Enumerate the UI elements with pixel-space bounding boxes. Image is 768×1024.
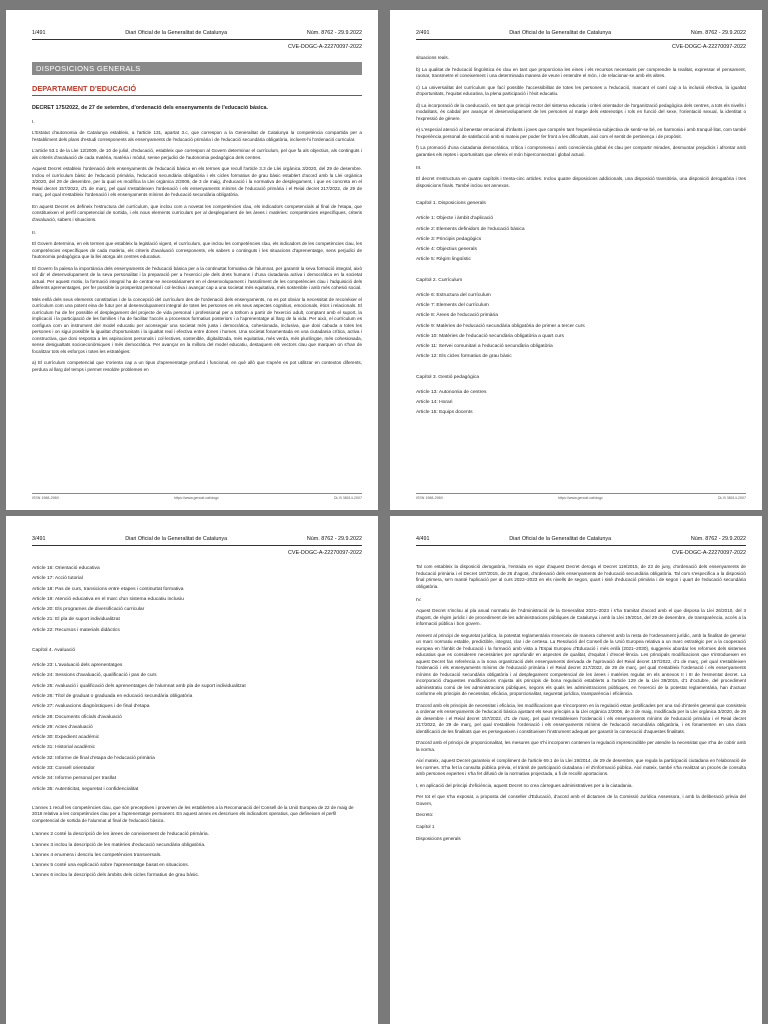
- article-item: Article 18: Pas de curs, transicions entre etapes i continuïtat formativa: [32, 586, 184, 592]
- cve-code: CVE-DOGC-A-22270097-2022: [671, 44, 746, 50]
- paragraph: L'Estatut d'autonomia de Catalunya estableix, a l'article 131, apartat 3.c, que correspon a la Generalitat de Catalunya la competència compartida per a l'establiment dels plans d'estudi corresponents als ensenyaments de l'educació primària i de l'educació secundària obligatòria, incloent-hi l'ordenació curricular.: [32, 130, 362, 142]
- annex-list: [32, 830, 362, 881]
- annex-item: L'annex 5 conté una explicació sobre l'aprenentatge basat en situacions.: [32, 863, 190, 869]
- paragraph: a) El currículum competencial que s'orienta cap a un tipus d'aprenentatge profund i funcional, en què allò que s'aprèn es pot utilitzar en contextos diferents, perdura al llarg del temps i permet resoldre problemes en: [32, 360, 362, 372]
- article-item: Article 33: Consell orientador: [32, 766, 95, 772]
- paragraph: Aquest Decret s'inclou al pla anual normatiu de l'Administració de la Generalitat 2021–2023 i s'ha tramitat d'acord amb el que disposa la Llei 26/2010, del 3 d'agost, de règim jurídic i de procediment de les administracions públiques de Catalunya i amb la Llei 19/2014, del 29 de desembre, de transparència, accés a la informació pública i bon govern.: [416, 608, 746, 627]
- section-number: II.: [32, 231, 37, 237]
- article-item: Article 27: Avaluacions diagnòstiques i de final d'etapa: [32, 704, 150, 710]
- paragraph: Aquest Decret estableix l'ordenació dels ensenyaments de l'educació bàsica en els termes que recull l'article 3.3 de Llei orgànica 3/2020, del 29 de desembre. Inclou el currículum bàsic de l'educació primària, l'educació secundària obligatòria i els cicles formatius de grau bàsic establert d'acord amb la Llei orgànica 3/2020, del 29 de desembre, per la qual es modifica la Llei orgànica 2/2006, de 3 de maig, d'educació i la normativa de desplegament, i que es concreta en el Reial decret 157/2022, d'1 de març, pel qual s'estableixen l'ordenació i els ensenyaments mínims de l'educació primària i el Reial decret 217/2022, de 29 de març, pel qual s'estableix l'ordenació i els ensenyaments mínims de l'educació secundària obligatòria.: [32, 166, 362, 198]
- annex-intro: L'annex 1 recull les competències clau, que són preceptives i provenen de les establertes a la Recomanació del Consell de la Unió Europea de 22 de maig de 2018 relativa a les competències clau per a l'aprenentatge permanent. En aquest annex es descriuen els indicadors operatius, que defineixen el perfil competencial de sortida de l'alumnat al final de l'educació bàsica.: [32, 804, 354, 823]
- paragraph: Disposicions generals: [416, 835, 461, 841]
- article-item: Article 8: Àrees de l'educació primària: [416, 313, 498, 319]
- article-list: [416, 291, 746, 363]
- annex-item: L'annex 2 conté la descripció de les àrees de coneixement de l'educació primària.: [32, 832, 209, 838]
- paragraph: Atenent al principi de seguretat jurídica, la potestat reglamentària s'exerceix de manera coherent amb la resta de l'ordenament jurídic, amb la finalitat de generar un marc normatiu estable, predictible, integrat, clar i de certesa. La Resolució del Consell de la Unió Europea relativa a un marc estratègic per a la cooperació europea en l'àmbit de l'educació i la formació amb vista a l'Espai Europeu d'Educació i més enllà (2021–2030), suggereix abordar les reformes dels sistemes educatius que es consideren necessàries per aprofundir en aspectes de qualitat, d'equitat i d'excel·lència. Les principals modificacions que s'introdueixen en aquest Decret fan referència a la nova organització dels ensenyaments derivada de l'aprovació del Reial decret 157/2022, d'1 de març, pel qual s'estableixen l'ordenació i els ensenyaments mínims de l'educació primària i el Reial decret 217/2022, de 29 de març, pel qual s'estableix l'ordenació i els ensenyaments mínims de l'educació secundària obligatòria i al desplegament competencial de les àrees i matèries regulat en els annexos II i III de l'esmentat decret. La incorporació d'aquestes modificacions s'ajusta als principis de bona regulació establerts a l'article 129 de la Llei 39/2015, d'1 d'octubre, del procediment administratiu comú de les administracions públiques, segons els quals les administracions públiques, en l'exercici de la potestat reglamentària, han d'actuar conforme els principis de necessitat, eficàcia, proporcionalitat, seguretat jurídica, transparència i eficiència.: [416, 632, 746, 697]
- page-header: [32, 536, 362, 546]
- chapter-heading: Capítol 1. Disposicions generals: [416, 201, 486, 207]
- article-item: Article 6: Estructura del currículum: [416, 292, 491, 298]
- department-heading: DEPARTAMENT D'EDUCACIÓ: [32, 84, 362, 96]
- article-item: Article 20: Els programes de diversificació curricular: [32, 607, 145, 613]
- chapter-heading: Capítol 4. Avaluació: [32, 648, 76, 654]
- annex-item: L'annex 3 inclou la descripció de les matèries d'educació secundària obligatòria.: [32, 842, 206, 848]
- article-item: Article 14: Horari: [416, 400, 453, 406]
- article-item: Article 2: Elements definidors de l'educació bàsica: [416, 226, 525, 232]
- article-item: Article 22: Recursos i materials didàctics: [32, 627, 120, 633]
- article-item: Article 15: Equips docents: [416, 410, 473, 416]
- paragraph: I, en aplicació del principi d'eficiència, aquest Decret no crea càrregues administratives per a la ciutadania.: [416, 782, 633, 788]
- page-number: 1/491: [32, 30, 46, 36]
- article-item: Article 9: Matèries de l'educació secundària obligatòria de primer a tercer curs: [416, 323, 585, 329]
- article-item: Article 13: Autonomia de centres: [416, 389, 487, 395]
- paragraph: Per tot el que s'ha exposat, a proposta del conseller d'Educació, d'acord amb el dictamen de la Comissió Jurídica Assessora, i amb la deliberació prèvia del Govern,: [416, 794, 746, 806]
- article-item: Article 32: Informe de final d'etapa de l'educació primària: [32, 755, 155, 761]
- paragraph: Més enllà dels seus elements constitutius i de la concepció del currículum des de l'ordenació dels ensenyaments, no es pot obviar la necessitat de reconèixer el currículum com una potent eina de futur per al desenvolupament integral de totes les persones en els seus aspectes cognitius, emocionals, ètics i relacionals. El currículum ha de fer possible el desplegament del projecte de vida personal i professional per a tothom a partir de l'exercici adult, comptant amb el suport, la implicació i la participació de les famílies i ha de facilitar l'accés a processos formatius posteriors i a l'aprenentatge al llarg de la vida. Per això, el currículum es configura com un instrument del model educatiu per aconseguir una societat més justa i democràtica, cohesionada, inclusiva, que doni cabuda a totes les persones i on sigui possible la igualtat d'oportunitats i la igualtat real i efectiva entre dones i homes. Una societat fonamentada en una ciutadania crítica, activa i constructiva, que doni resposta a les aspiracions personals i col·lectives, sostenible, digitalitzada, més equitativa, més verda, més plurilingüe, més cohesionada, sense desigualtats socioeconòmiques i més democràtica. Per avançar en la millora del model educatiu, destaquem els vectors clau que marquen on s'han de focalitzar tots els esforços i totes les estratègies:: [32, 296, 362, 354]
- journal-title: Diari Oficial de la Generalitat de Catalunya: [125, 536, 228, 542]
- paragraph: Així mateix, aquest Decret garanteix el compliment de l'article 69.1 de la Llei 19/2014, de 29 de desembre, que regula la participació ciutadana en l'elaboració de les normes. S'ha fet la consulta pública prèvia, el tràmit de participació ciutadana i el d'informació pública. Així mateix, també s'ha realitzat un procés de consulta amb persones expertes i s'ha fet difusió de la normativa projectada, a fi de recollir aportacions.: [416, 758, 746, 777]
- journal-title: Diari Oficial de la Generalitat de Catalunya: [509, 536, 612, 542]
- article-item: Article 31: Historial acadèmic: [32, 745, 96, 751]
- section-number: III.: [416, 166, 422, 172]
- paragraph: d) La incorporació de la coeducació, en tant que principi rector del sistema educatiu i criteri orientador de l'organització pedagògica dels centres, a tots els nivells i modalitats, és cabdal per avançar el desenvolupament de les persones al marge dels estereotips i rols en funció del sexe, l'orientació sexual, la identitat o l'expressió de gènere.: [416, 102, 746, 121]
- article-list: [32, 564, 362, 636]
- article-item: Article 7: Elements del currículum: [416, 303, 489, 308]
- section-band: DISPOSICIONS GENERALS: [32, 62, 362, 75]
- issue-number: Núm. 8762 - 29.9.2022: [306, 536, 362, 542]
- paragraph: L'article 53.1 de la Llei 12/2009, de 10 de juliol, d'educació, estableix que correspon al Govern determinar el currículum, pel que fa als objectius, als continguts i als criteris d'avaluació de cada matèria, matèria i mòdul, sense perjudici de l'autonomia pedagògica dels centres.: [32, 148, 362, 160]
- paragraph: El Govern determina, en els termes que estableix la legislació vigent, el currículum, que inclou les competències clau, els indicadors de les competències clau, les competències específiques de cada matèria, els criteris d'avaluació corresponents, els sabers o continguts i les situacions d'aprenentatge, sens perjudici de l'autonomia pedagògica que la llei atorga als centres educatius.: [32, 241, 362, 260]
- paragraph: Tal com estableix la disposició derogatòria, l'entrada en vigor d'aquest Decret deroga el Decret 119/2015, de 23 de juny, d'ordenació dels ensenyaments de l'educació primària i el Decret 187/2015, de 25 d'agost, d'ordenació dels ensenyaments de l'educació secundària obligatòria. Tal com s'especifica a la disposició final primera, se'n manté l'aplicació per al curs 2022–2023 en els nivells de segon, quart i sisè d'educació primària i de segon i quart de l'educació secundària obligatòria.: [416, 564, 746, 589]
- page-body: [416, 55, 746, 189]
- journal-title: Diari Oficial de la Generalitat de Catalunya: [125, 30, 228, 36]
- article-item: Article 26: Títol de graduat o graduada en educació secundària obligatòria: [32, 693, 193, 699]
- article-item: Article 3: Principis pedagògics: [416, 236, 482, 242]
- journal-title: Diari Oficial de la Generalitat de Catalunya: [509, 30, 612, 36]
- paragraph: D'acord amb els principis de necessitat i eficàcia, les modificacions que s'incorporen en la regulació estan justificades per una raó d'interès general que consisteix a ordenar els ensenyaments de l'educació bàsica ajustant els seus principis a la Llei orgànica 2/2006, de 3 de maig, modificada per la Llei orgànica 3/2020, de 29 de desembre i el Reial decret 157/2022, d'1 de març, pel qual s'estableixen l'ordenació i els ensenyaments mínims de l'educació primària i el Reial decret 217/2022, de 29 de març, pel qual s'estableix l'ordenació i els ensenyaments mínims de l'educació secundària obligatòria, i es fonamenten en una clara identificació de les finalitats que es persegueixen i constitueixen l'instrument adequat per garantir la consecució d'aquestes finalitats.: [416, 702, 746, 734]
- article-item: Article 11: Servei comunitari a l'educació secundària obligatòria: [416, 344, 553, 350]
- page-body: [32, 120, 362, 373]
- issue-number: Núm. 8762 - 29.9.2022: [690, 536, 746, 542]
- article-item: Article 12: Els cicles formatius de grau bàsic: [416, 354, 512, 360]
- page-header: [32, 30, 362, 40]
- article-item: Article 17: Acció tutorial: [32, 576, 83, 582]
- paragraph: D'acord amb el principi de proporcionalitat, les mesures que s'hi incorporen contenen la regulació imprescindible per atendre la necessitat que s'ha de cobrir amb la norma.: [416, 740, 746, 752]
- annex-item: L'annex 4 enumera i descriu les competències transversals.: [32, 852, 162, 858]
- paragraph: El Govern fa palesa la importància dels ensenyaments de l'educació bàsica per a la continuïtat formativa de l'alumnat, per garantir la seva formació integral, això vol dir el desenvolupament de la seva personalitat i la preparació per a l'exercici ple dels drets humans i d'una ciutadania activa i democràtica en la societat actual. Per aquest motiu, la formació integral ha de centrar-se necessàriament en el desenvolupament i l'assoliment de les competències clau i l'adquisició dels diferents aprenentatges, per fer possible la prosperitat personal i col·lectiva i avançar cap a una societat més equitativa, més sostenible i amb més cohesió social.: [32, 265, 362, 291]
- footer-issn: ISSN 1988-298X: [32, 496, 59, 500]
- page-body: [416, 564, 746, 842]
- article-item: Article 16: Orientació educativa: [32, 566, 100, 571]
- page-footer: [32, 493, 362, 500]
- paragraph: situacions reals.: [416, 55, 449, 60]
- article-item: Article 30: Expedient acadèmic: [32, 735, 100, 741]
- article-item: Article 19: Atenció educativa en el marc d'un sistema educatiu inclusiu: [32, 596, 184, 602]
- annex-item: L'annex 6 inclou la descripció dels àmbits dels cicles formatius de grau bàsic.: [32, 873, 200, 879]
- page-header: [416, 30, 746, 40]
- paragraph: En aquest Decret es defineix l'estructura del currículum, que inclou com a novetat les competències clau, els indicadors competencials al final de l'etapa, que constitueixen el perfil competencial de sortida, i els nous elements curriculars per al desplegament de les àrees i matèries: competències específiques, criteris d'avaluació, sabers i situacions.: [32, 203, 362, 222]
- page-footer: [416, 493, 746, 500]
- article-item: Article 24: Sessions d'avaluació, qualificació i pas de curs: [32, 673, 157, 679]
- paragraph: e) L'especial atenció al benestar emocional d'infants i joves que comprèn tant l'experiència subjectiva de sentir-se bé, en harmonia i amb tranquil·litat, com també l'experiència personal de satisfacció amb si mateix per poder fer front a les dificultats, així com el sentit de pertinença i de propòsit.: [416, 127, 746, 139]
- chapter-heading: Capítol 3. Gestió pedagògica: [416, 374, 480, 380]
- article-item: Article 35: Autenticitat, seguretat i confidencialitat: [32, 786, 139, 792]
- footer-dl: DL B 38014-2007: [333, 496, 362, 500]
- page-number: 3/491: [32, 536, 46, 542]
- article-item: Article 23: L'avaluació dels aprenentatges: [32, 663, 123, 669]
- article-item: Article 1: Objecte i àmbit d'aplicació: [416, 216, 494, 222]
- page-number: 2/491: [416, 30, 430, 36]
- cve-code: CVE-DOGC-A-22270097-2022: [287, 44, 362, 50]
- paragraph: c) La universalitat del currículum que fací possible l'accessibilitat de totes les persones a l'educació, marcant el camí cap a la inclusió efectiva, la igualtat d'oportunitats, l'equitat educativa, la plena participació i l'èxit educatiu.: [416, 84, 746, 97]
- chapter-heading: Capítol 2. Currículum: [416, 277, 463, 283]
- document-page-3: [6, 516, 378, 1024]
- article-item: Article 21: El pla de suport individualitzat: [32, 617, 120, 623]
- page-number: 4/491: [416, 536, 430, 542]
- page-header: [416, 536, 746, 546]
- article-item: Article 4: Objectius generals: [416, 247, 477, 253]
- article-item: Article 28: Documents oficials d'avaluació: [32, 714, 122, 720]
- article-item: Article 10: Matèries de l'educació secundària obligatòria a quart curs: [416, 333, 565, 339]
- document-page-2: [390, 10, 762, 510]
- article-list: [416, 388, 746, 419]
- article-item: Article 34: Informe personal per trasllat: [32, 776, 116, 782]
- document-page-1: [6, 10, 378, 510]
- cve-code: CVE-DOGC-A-22270097-2022: [287, 550, 362, 556]
- paragraph: Capítol 1: [416, 823, 435, 829]
- footer-dl: DL B 38014-2007: [717, 496, 746, 500]
- paragraph: f) La promoció d'una ciutadania democràtica, crítica i compromesa i amb consciència global és clau per compartir mirades, desmuntar prejudicis i afrontar amb garanties els reptes i oportunitats que ofereix el món hiperconnectat i global actual.: [416, 145, 746, 157]
- decree-title: DECRET 175/2022, de 27 de setembre, d'ordenació dels ensenyaments de l'educació bàsica.: [32, 105, 268, 111]
- article-list: [416, 214, 746, 265]
- paragraph: El decret s'estructura en quatre capítols i trenta-cinc articles. Inclou quatre disposicions addicionals, una disposició transitòria, una disposició derogatòria i tres disposicions finals. També inclou set annexos.: [416, 176, 746, 188]
- footer-url[interactable]: https://www.gencat.cat/dogc: [558, 496, 603, 500]
- cve-code: CVE-DOGC-A-22270097-2022: [671, 550, 746, 556]
- article-item: Article 25: Avaluació i qualificació dels aprenentatges de l'alumnat amb pla de suport individualitzat: [32, 683, 246, 689]
- paragraph: b) La qualitat de l'educació lingüística és clau en tant que proporciona les eines i els recursos necessaris per comprendre la realitat, expressar el pensament, raonar, transmetre el coneixement i una determinada manera de veure i entendre el món, i de relacionar-se amb els altres.: [416, 66, 746, 79]
- footer-issn: ISSN 1988-298X: [416, 496, 443, 500]
- issue-number: Núm. 8762 - 29.9.2022: [690, 30, 746, 36]
- document-page-4: [390, 516, 762, 1024]
- section-number: IV.: [416, 598, 422, 604]
- article-item: Article 5: Règim lingüístic: [416, 257, 471, 263]
- article-list: [32, 661, 362, 795]
- article-item: Article 29: Actes d'avaluació: [32, 724, 93, 730]
- paragraph: Decreto:: [416, 812, 434, 818]
- footer-url[interactable]: https://www.gencat.cat/dogc: [174, 496, 219, 500]
- issue-number: Núm. 8762 - 29.9.2022: [306, 30, 362, 36]
- section-number: I.: [32, 120, 35, 126]
